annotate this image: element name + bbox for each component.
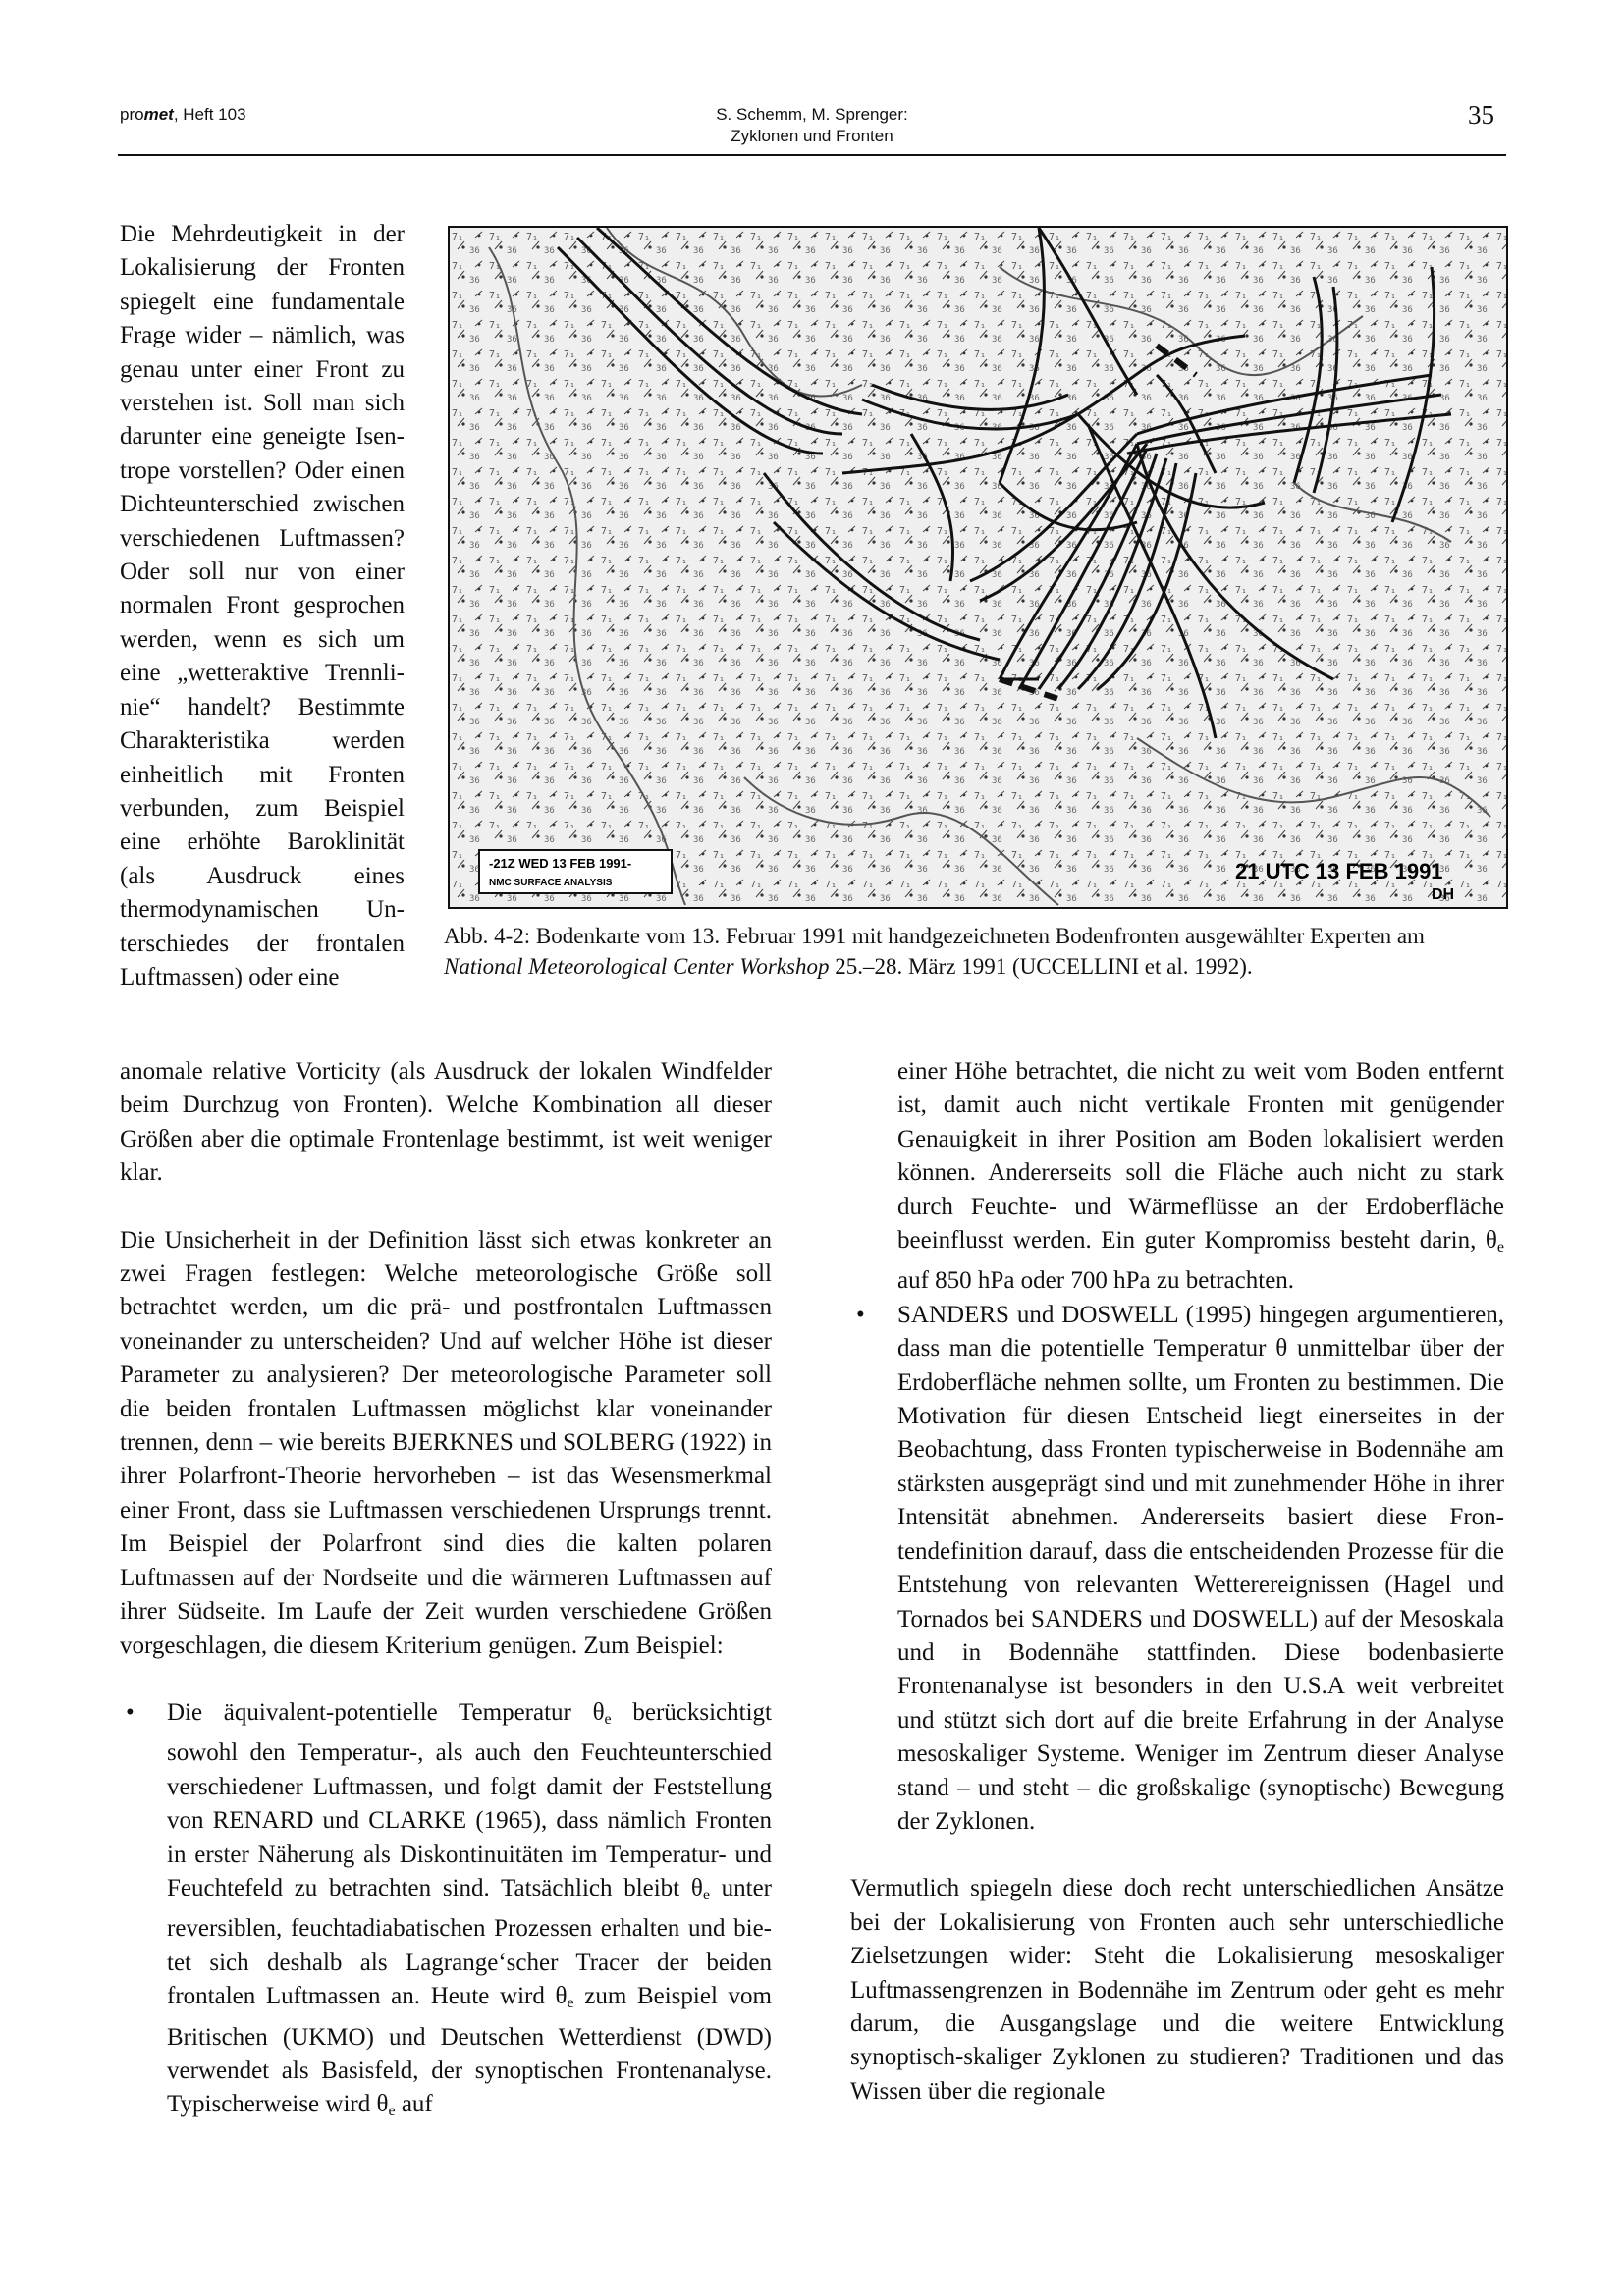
bullet1-part1: Die äquivalent-potentielle Temperatur θ	[167, 1698, 605, 1726]
paragraph-different-approaches: Vermutlich spiegeln diese doch recht unterschiedlichen Ansätze bei der Lokalisierung von Fronten auch sehr unterschiedliche Zielsetzungen wider: Steht die Lokalisierung mesoskaliger Luftmassengrenzen in Bodennähe im Zentrum oder geht es mehr darum, die Ausgangslage und die weitere Entwicklung synoptisch-skaliger Zyklonen zu studieren? Traditionen und das Wissen über die regionale	[850, 1875, 1504, 2105]
caption-italic: National Meteorological Center Workshop	[444, 954, 830, 979]
caption-part1: Abb. 4-2: Bodenkarte vom 13. Februar 1991 mit handgezeichneten Bodenfronten ausgewählter Experten am	[444, 924, 1425, 948]
bullet1-part3: unter reversiblen, feuchtadiabatischen Prozessen erhalten und bietet sich deshalb als Lagrange‘scher Tracer der beiden frontalen Luftmassen an. Heute wird θ	[167, 1874, 772, 2010]
bullet1-part2: berücksichtigt sowohl den Temperatur-, als auch den Feuchteunterschied verschiedener Luftmassen, und folgt damit der Feststellung von RENARD und CLARKE (1965), dass nämlich Fronten in erster Näherung als Diskontinuitäten im Temperatur- und Feuchtefeld zu betrachten sind. Tatsächlich bleibt θ	[167, 1698, 772, 1901]
bullet-item-sanders-doswell	[850, 1299, 1504, 1840]
bullet1-sub2: e	[702, 1886, 710, 1903]
bullet-item-theta-e-continuation	[850, 1055, 1504, 1299]
bullet-mark: •	[856, 1301, 865, 1328]
bullet1-part5: auf	[395, 2091, 433, 2118]
bullet1-sub1: e	[604, 1710, 612, 1728]
paragraph-intro: Die Mehrdeutigkeit in der Lokalisierung der Fronten spiegelt eine fundamentale Frage wider – nämlich, was genau unter einer Front zu verstehen ist. Soll man sich darunter eine geneigte Isentrope vorstellen? Oder einen Dichteunterschied zwischen verschiedenen Luftmassen? Oder soll nur von einer normalen Front gesprochen werden, wenn es sich um eine „wetteraktive Trennlinie“ handelt? Bestimmte Charakteristika werden einheitlich mit Fronten verbunden, zum Beispiel eine erhöhte Baroklinität (als Ausdruck eines thermodynamischen Unterschiedes der frontalen Luftmassen) oder eine	[120, 221, 405, 990]
caption-part2: 25.–28. März 1991 (UCCELLINI et al. 1992).	[829, 954, 1253, 979]
bullet1-continuation-b: auf 850 hPa oder 700 hPa zu betrachten.	[897, 1267, 1295, 1295]
bullet1-sub3: e	[567, 1995, 574, 2012]
bullet-list-left	[120, 1696, 772, 2129]
journal-emph: met	[143, 105, 174, 124]
map-stamp-main: 21 UTC 13 FEB 1991	[1235, 859, 1443, 883]
surface-map-image	[450, 228, 1506, 907]
map-station-plots	[450, 228, 1506, 907]
journal-issue: , Heft 103	[173, 105, 246, 124]
header-title: Zyklonen und Fronten	[731, 127, 893, 145]
page-number: 35	[1468, 100, 1494, 130]
journal-prefix: pro	[120, 105, 144, 124]
header-authors: S. Schemm, M. Sprenger:	[716, 105, 908, 124]
map-stamp-box	[479, 850, 672, 893]
map-stamp-box-line2: NMC SURFACE ANALYSIS	[489, 878, 613, 888]
journal-name	[120, 104, 246, 126]
right-column	[850, 1055, 1504, 2142]
left-column	[120, 1055, 772, 2163]
bullet1-sub4: e	[388, 2103, 396, 2120]
figure-caption	[444, 921, 1506, 982]
bullet2-text: SANDERS und DOSWELL (1995) hingegen argumentieren, dass man die potentielle Temperatur θ unmittelbar über der Erdoberfläche nehmen sollte, um Fronten zu bestimmen. Die Motivation für diesen Entscheid liegt einerseites in der Beobachtung, dass Fronten typischerweise in Bodennähe am stärksten ausgeprägt sind und mit zunehmender Höhe in ihrer Intensität abnehmen. Andererseits basiert diese Frontendefinition darauf, dass die entscheidenden Prozesse für die Entstehung von relevanten Wetterereignissen (Hagel und Tornados bei SANDERS und DOSWELL) auf der Mesoskala und in Bodennähe stattfinden. Diese bodenbasierte Frontenanalyse ist besonders in den U.S.A weit verbreitet und stützt sich dort auf die breite Erfahrung in der Analyse mesoskaliger Systeme. Weniger im Zentrum dieser Analyse stand – und steht – die großskalige (synoptische) Bewegung der Zyklonen.	[897, 1301, 1504, 1835]
bullet-list-right	[850, 1299, 1504, 1840]
map-stamp-box-line1: -21Z WED 13 FEB 1991-	[489, 856, 632, 871]
bullet-mark: •	[126, 1698, 135, 1726]
surface-map-figure	[448, 226, 1508, 909]
running-title	[511, 104, 1113, 147]
paragraph-definition-uncertainty: Die Unsicherheit in der Definition lässt sich etwas konkreter an zwei Fragen festlegen: Welche meteorologische Größe soll betrachtet werden, um die prä- und postfrontalen Luftmassen voneinander zu unterscheiden? Und auf welcher Höhe ist dieser Parameter zu analysieren? Der meteorologische Parameter soll die beiden frontalen Luftmassen möglichst klar voneinander trennen, denn – wie bereits BJERKNES und SOLBERG (1922) in ihrer Polarfront-Theorie hervorheben – ist das Wesensmerkmal einer Front, dass sie Luftmassen verschiedenen Ursprungs trennt. Im Beispiel der Polarfront sind dies die kalten polaren Luftmassen auf der Nordseite und die wärmeren Luftmassen auf ihrer Südseite. Im Laufe der Zeit wurden verschiedene Größen vorgeschlagen, die diesem Kriterium genügen. Zum Beispiel:	[120, 1226, 772, 1659]
bullet1-continuation-sub: e	[1496, 1239, 1504, 1256]
bullet1-part4: zum Beispiel vom Britischen (UKMO) und Deutschen Wetterdienst (DWD) verwendet als Basisfeld, der synoptischen Frontenanalyse. Typischerweise wird θ	[167, 1983, 772, 2118]
wrap-column	[120, 218, 405, 994]
header-rule	[118, 154, 1506, 156]
map-stamp-corner: DH	[1432, 886, 1455, 903]
bullet1-continuation-a: einer Höhe betrachtet, die nicht zu weit vom Boden entfernt ist, damit auch nicht vertikale Fronten mit genügender Genauigkeit in ihrer Position am Boden lokalisiert werden können. Andererseits soll die Fläche auch nicht zu stark durch Feuchte- und Wärmeflüsse an der Erdoberfläche beeinflusst werden. Ein guter Kompromiss besteht darin, θ	[897, 1058, 1504, 1255]
paragraph-intro-continuation: anomale relative Vorticity (als Ausdruck der lokalen Windfelder beim Durchzug von Fronten). Welche Kombination all dieser Größen aber die optimale Frontenlage bestimmt, ist weit weniger klar.	[120, 1058, 772, 1187]
bullet-item-theta-e	[120, 1696, 772, 2129]
